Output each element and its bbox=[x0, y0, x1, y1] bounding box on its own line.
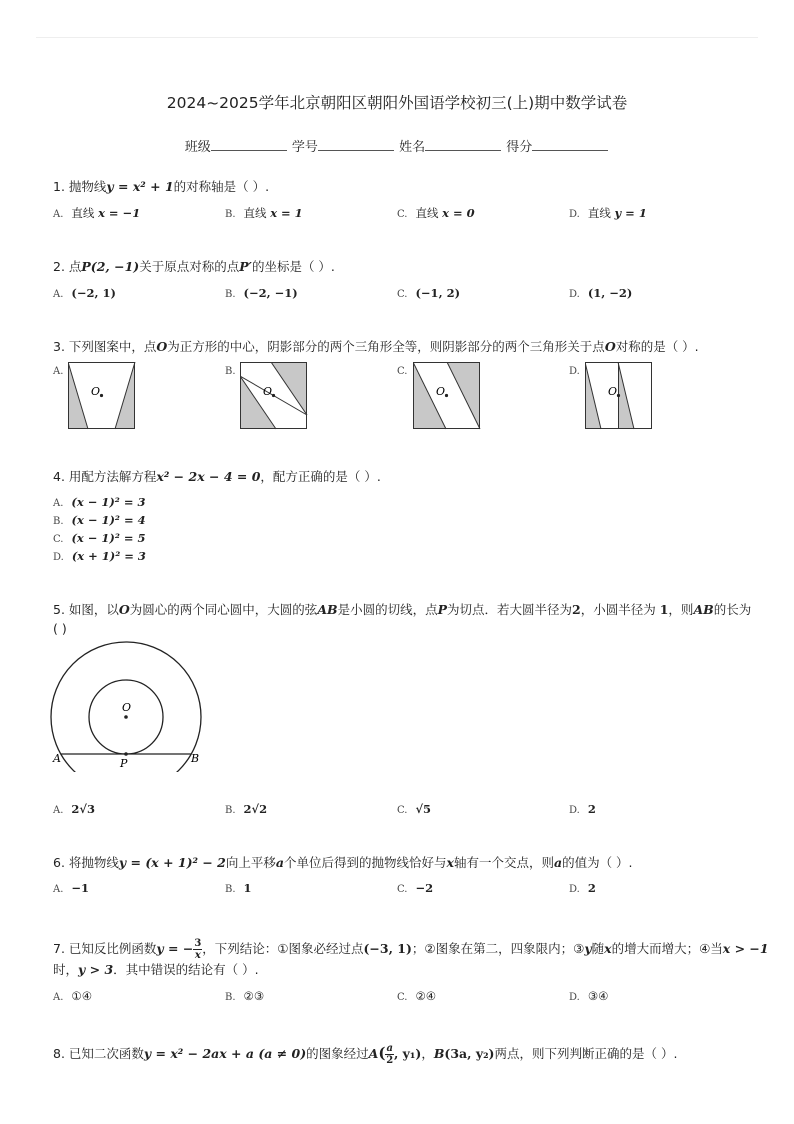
q3-figure-d[interactable] bbox=[585, 362, 653, 430]
q5-label-o: O bbox=[122, 701, 132, 714]
q7-option-b[interactable]: B. ②③ bbox=[225, 989, 265, 1003]
q3-b-center-dot bbox=[272, 394, 275, 397]
question-8: 8. 已知二次函数y = x² − 2ax + a (a ≠ 0)的图象经过A( $\frac{a}{2}$ , y₁)，B(3a, y₂)两点，则下列判断正确的是（ ）. bbox=[53, 1043, 678, 1066]
q4-option-d[interactable]: D. (x + 1)² = 3 bbox=[53, 549, 146, 563]
q6-option-d[interactable]: D. 2 bbox=[569, 881, 596, 895]
q6-option-c[interactable]: C. −2 bbox=[397, 881, 434, 895]
question-7: 7. 已知反比例函数y = − $\frac{3}{x}$ ，下列结论：①图象必经过点(−3, 1)；②图象在第二，四象限内；③y随x的增大而增大；④当x > −1 bbox=[53, 938, 769, 961]
q4-option-b[interactable]: B. (x − 1)² = 4 bbox=[53, 513, 146, 527]
question-7-line2: 时，y > 3．其中错误的结论有（ ）. bbox=[53, 962, 259, 977]
q3-a-center-dot bbox=[100, 394, 103, 397]
q1-option-b[interactable]: B. 直线 x = 1 bbox=[225, 206, 303, 220]
q4-option-a[interactable]: A. (x − 1)² = 3 bbox=[53, 495, 146, 509]
question-5: 5. 如图，以O为圆心的两个同心圆中，大圆的弦AB是小圆的切线，点P为切点．若大圆半径为2，小圆半径为 1，则AB的长为 bbox=[53, 602, 752, 617]
q3-d-center-dot bbox=[617, 394, 620, 397]
q5-option-a[interactable]: A. 2√3 bbox=[53, 802, 95, 816]
q2-option-c[interactable]: C. (−1, 2) bbox=[397, 286, 461, 300]
q7-option-c[interactable]: C. ②④ bbox=[397, 989, 437, 1003]
q5-label-b: B bbox=[191, 752, 200, 765]
q1-option-c[interactable]: C. 直线 x = 0 bbox=[397, 206, 475, 220]
q3-a-center-label: O bbox=[91, 385, 101, 398]
name-blank[interactable] bbox=[425, 138, 501, 151]
q3-label-d: D. bbox=[569, 366, 580, 377]
name-label: 姓名 bbox=[399, 140, 426, 155]
q7-fraction: $\frac{3}{x}$ bbox=[194, 938, 202, 961]
score-blank[interactable] bbox=[532, 138, 608, 151]
q5-option-d[interactable]: D. 2 bbox=[569, 802, 596, 816]
q4-option-c[interactable]: C. (x − 1)² = 5 bbox=[53, 531, 146, 545]
question-6: 6. 将抛物线y = (x + 1)² − 2向上平移a个单位后得到的抛物线恰好与x轴有一个交点，则a的值为（ ）. bbox=[53, 855, 633, 870]
q7-option-d[interactable]: D. ③④ bbox=[569, 989, 609, 1003]
q5-option-b[interactable]: B. 2√2 bbox=[225, 802, 268, 816]
q2-option-d[interactable]: D. (1, −2) bbox=[569, 286, 633, 300]
q6-option-a[interactable]: A. −1 bbox=[53, 881, 90, 895]
q1-option-d[interactable]: D. 直线 y = 1 bbox=[569, 206, 647, 220]
id-label: 学号 bbox=[291, 140, 318, 155]
q5-tangent-point-dot bbox=[124, 752, 128, 756]
q6-expr: y = (x + 1)² − 2 bbox=[118, 855, 226, 870]
q3-d-center-label: O bbox=[608, 385, 618, 398]
q1-text-post: 的对称轴是（ ）. bbox=[173, 179, 270, 194]
q3-c-center-dot bbox=[445, 394, 448, 397]
q3-figure-a[interactable] bbox=[68, 362, 136, 430]
question-1 bbox=[53, 179, 269, 195]
class-label: 班级 bbox=[184, 140, 211, 155]
q1-option-a[interactable]: A. 直线 x = −1 bbox=[53, 206, 141, 220]
q3-figure-b[interactable] bbox=[240, 362, 308, 430]
q4-expr: x² − 2x − 4 = 0 bbox=[156, 469, 261, 484]
q5-center-dot bbox=[124, 715, 128, 719]
q3-figure-c[interactable] bbox=[413, 362, 481, 430]
q5-option-c[interactable]: C. √5 bbox=[397, 802, 432, 816]
q3-label-a: A. bbox=[53, 366, 64, 377]
top-divider bbox=[36, 37, 758, 38]
page-title: 2024~2025学年北京朝阳区朝阳外国语学校初三(上)期中数学试卷 bbox=[166, 94, 628, 112]
id-blank[interactable] bbox=[318, 138, 394, 151]
q1-text-pre: 1. 抛物线 bbox=[53, 179, 107, 194]
q5-label-p: P bbox=[120, 757, 128, 770]
q1-expr: y = x² + 1 bbox=[106, 179, 174, 194]
question-2: 2. 点P(2, −1)关于原点对称的点P′的坐标是（ ）. bbox=[53, 259, 335, 274]
q2-option-a[interactable]: A. (−2, 1) bbox=[53, 286, 116, 300]
q5-concentric-circles-figure bbox=[48, 640, 208, 772]
q6-option-b[interactable]: B. 1 bbox=[225, 881, 252, 895]
score-label: 得分 bbox=[506, 140, 533, 155]
q5-answer-paren: ( ) bbox=[53, 621, 67, 636]
q3-c-center-label: O bbox=[436, 385, 446, 398]
q8-fraction: $\frac{a}{2}$ bbox=[386, 1043, 394, 1066]
q7-option-a[interactable]: A. ①④ bbox=[53, 989, 93, 1003]
q8-expr: y = x² − 2ax + a (a ≠ 0) bbox=[143, 1046, 307, 1061]
question-4: 4. 用配方法解方程x² − 2x − 4 = 0，配方正确的是（ ）. bbox=[53, 469, 381, 484]
question-3: 3. 下列图案中，点O为正方形的中心，阴影部分的两个三角形全等，则阴影部分的两个三角形关于点O对称的是（ ）. bbox=[53, 339, 699, 354]
q2-option-b[interactable]: B. (−2, −1) bbox=[225, 286, 298, 300]
q5-label-a: A bbox=[53, 752, 61, 765]
student-info-line bbox=[0, 136, 794, 155]
q2-point: P(2, −1) bbox=[81, 259, 140, 274]
q3-label-c: C. bbox=[397, 366, 408, 377]
q3-label-b: B. bbox=[225, 366, 236, 377]
class-blank[interactable] bbox=[211, 138, 287, 151]
q3-b-center-label: O bbox=[263, 385, 273, 398]
